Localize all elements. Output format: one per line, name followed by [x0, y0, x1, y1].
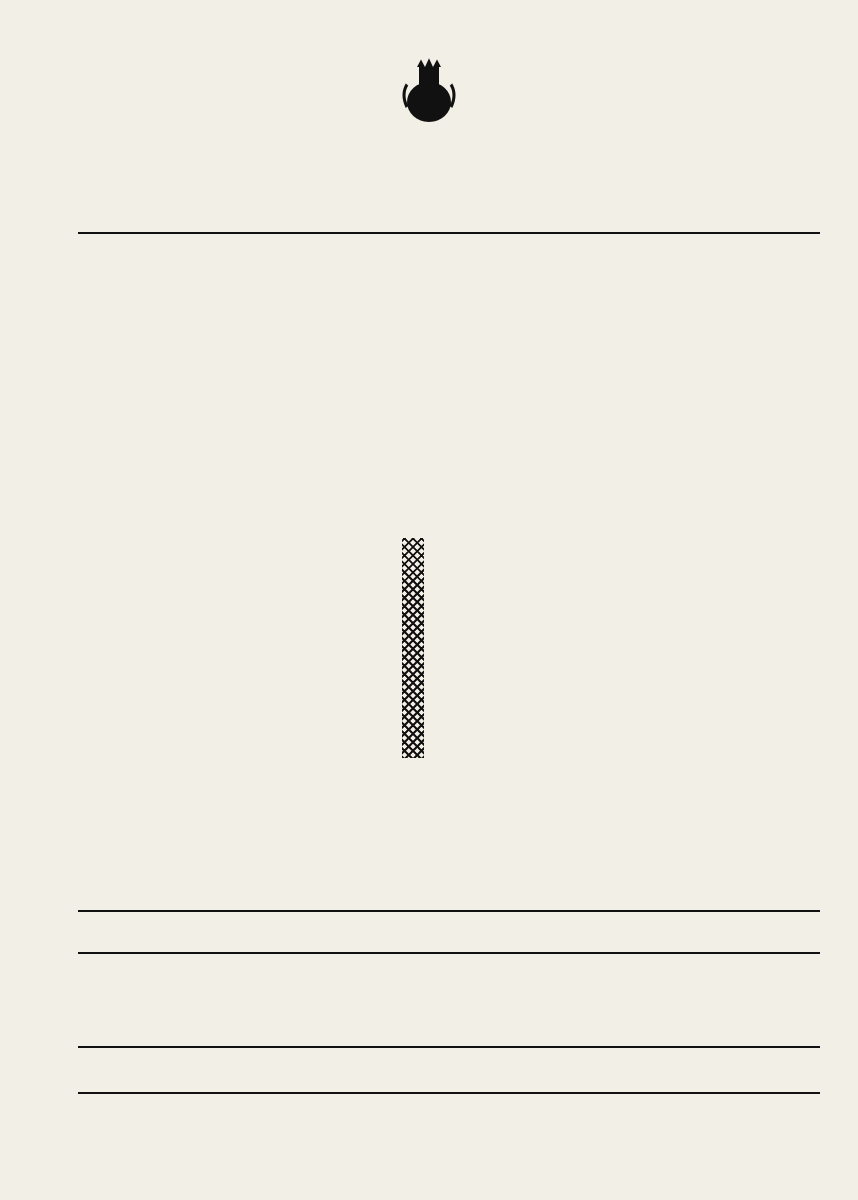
divider [78, 1092, 820, 1094]
divider [78, 1046, 820, 1048]
left-chain-border [2, 0, 16, 1200]
right-chain-border [842, 0, 856, 1200]
next-play [18, 1136, 840, 1178]
divider [78, 910, 820, 912]
poster [18, 16, 840, 1200]
divider [78, 232, 820, 234]
ornament-divider [402, 538, 424, 758]
crest-icon [399, 57, 459, 127]
divider [78, 952, 820, 954]
top-chain-border [0, 2, 858, 14]
theatre-title [68, 32, 790, 152]
